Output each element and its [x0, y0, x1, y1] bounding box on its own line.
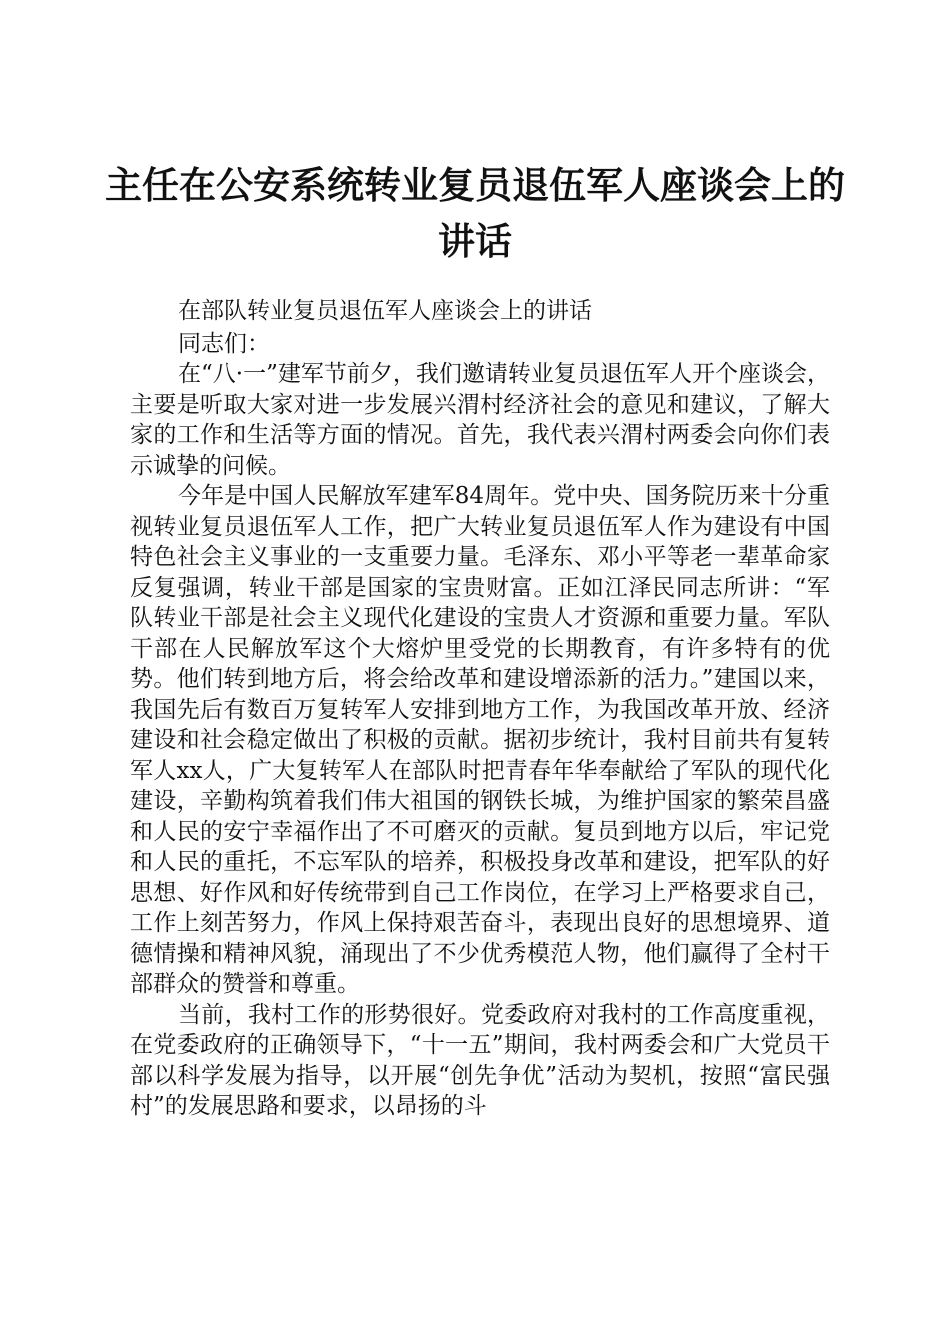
paragraph-1: 在“八·一”建军节前夕，我们邀请转业复员退伍军人开个座谈会，主要是听取大家对进一步发展兴渭村经济社会的意见和建议，了解大家的工作和生活等方面的情况。首先，我代表兴渭村两委会向你们表示诚挚的问候。 — [130, 361, 830, 479]
document-body — [130, 296, 830, 1122]
paragraph-2: 今年是中国人民解放军建军84周年。党中央、国务院历来十分重视转业复员退伍军人工作，把广大转业复员退伍军人作为建设有中国特色社会主义事业的一支重要力量。毛泽东、邓小平等老一辈革命家反复强调，转业干部是国家的宝贵财富。正如江泽民同志所讲：“军队转业干部是社会主义现代化建设的宝贵人才资源和重要力量。军队干部在人民解放军这个大熔炉里受党的长期教育，有许多特有的优势。他们转到地方后，将会给改革和建设增添新的活力。”建国以来，我国先后有数百万复转军人安排到地方工作，为我国改革开放、经济建设和社会稳定做出了积极的贡献。据初步统计，我村目前共有复转军人xx人，广大复转军人在部队时把青春年华奉献给了军队的现代化建设，辛勤构筑着我们伟大祖国的钢铁长城，为维护国家的繁荣昌盛和人民的安宁幸福作出了不可磨灭的贡献。复员到地方以后，牢记党和人民的重托，不忘军队的培养，积极投身改革和建设，把军队的好思想、好作风和好传统带到自己工作岗位，在学习上严格要求自己，工作上刻苦努力，作风上保持艰苦奋斗，表现出良好的思想境界、道德情操和精神风貌，涌现出了不少优秀模范人物，他们赢得了全村干部群众的赞誉和尊重。 — [130, 483, 830, 997]
title-line-1: 主任在公安系统转业复员退伍军人座谈会上的 — [105, 164, 845, 207]
salutation: 同志们： — [178, 330, 270, 357]
document-title — [100, 158, 850, 270]
subtitle-line: 在部队转业复员退伍军人座谈会上的讲话 — [178, 298, 592, 324]
title-line-2: 讲话 — [438, 220, 512, 263]
paragraph-3: 当前，我村工作的形势很好。党委政府对我村的工作高度重视，在党委政府的正确领导下，“十一五”期间，我村两委会和广大党员干部以科学发展为指导，以开展“创先争优”活动为契机，按照“富民强村”的发展思路和要求，以昂扬的斗 — [130, 1001, 830, 1119]
